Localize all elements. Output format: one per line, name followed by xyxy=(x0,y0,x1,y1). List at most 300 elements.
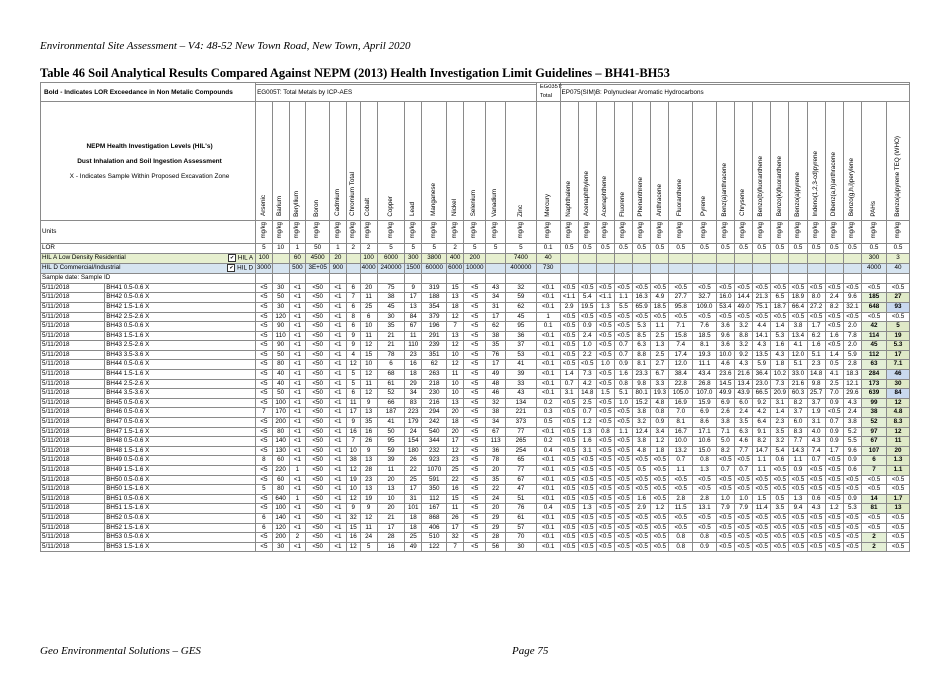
result-value: 0.9 xyxy=(825,427,843,437)
result-value: <0.5 xyxy=(614,437,632,447)
result-value: 1.1 xyxy=(614,293,632,303)
result-value: 12 xyxy=(447,341,464,351)
result-value: 0.4 xyxy=(536,446,560,456)
document-header: Environmental Site Assessment – V4: 48-52 New Town Road, New Town, April 2020 xyxy=(40,40,411,52)
result-value: 8 xyxy=(256,456,273,466)
result-value: 12.1 xyxy=(843,379,861,389)
table-row xyxy=(41,494,910,504)
result-value: <0.5 xyxy=(560,494,578,504)
result-value: 35 xyxy=(377,322,405,332)
result-value: <0.5 xyxy=(789,485,807,495)
hil-value xyxy=(693,253,717,263)
hil-value xyxy=(560,263,578,273)
result-value: <0.5 xyxy=(596,331,614,341)
result-value: 60 xyxy=(272,475,289,485)
result-value: 10 xyxy=(447,389,464,399)
hil-value xyxy=(486,263,506,273)
lor-value: 0.5 xyxy=(825,244,843,254)
result-value: 4.3 xyxy=(735,360,753,370)
result-value: 1.2 xyxy=(651,504,669,514)
result-value: <5 xyxy=(256,466,273,476)
result-value: <0.5 xyxy=(693,523,717,533)
result-value: <0.5 xyxy=(807,485,825,495)
result-value: 11 xyxy=(377,466,405,476)
result-value: 9 xyxy=(346,341,360,351)
result-value: <0.5 xyxy=(560,312,578,322)
hil-value xyxy=(651,253,669,263)
result-value: <50 xyxy=(306,446,330,456)
result-value: 1.0 xyxy=(578,341,596,351)
result-value: 35 xyxy=(486,341,506,351)
hil-value: 60000 xyxy=(422,263,447,273)
result-value: 0.6 xyxy=(771,456,789,466)
result-value: <0.5 xyxy=(560,350,578,360)
result-value: 32 xyxy=(486,398,506,408)
lor-value: 5 xyxy=(422,244,447,254)
result-value: 3.1 xyxy=(578,446,596,456)
result-value: <0.5 xyxy=(669,485,693,495)
result-value: 6.7 xyxy=(651,370,669,380)
result-value: 648 xyxy=(861,302,886,312)
checkbox-icon[interactable]: ✔ xyxy=(229,264,234,271)
column-header-pyrene xyxy=(693,102,717,221)
result-value: 22 xyxy=(447,475,464,485)
result-value: 0.7 xyxy=(825,418,843,428)
result-value: 6 xyxy=(346,302,360,312)
result-value: 223 xyxy=(405,408,422,418)
blank-cell xyxy=(486,274,506,284)
result-value: <0.5 xyxy=(596,341,614,351)
sample-id: BH47 1.5-1.6 X xyxy=(105,427,256,437)
result-value: 5.9 xyxy=(843,350,861,360)
result-value: 17 xyxy=(346,408,360,418)
result-value: 6.9 xyxy=(716,398,734,408)
result-value: <0.5 xyxy=(596,283,614,293)
result-value: 32 xyxy=(447,533,464,543)
hil-value xyxy=(807,253,825,263)
result-value: 9 xyxy=(360,446,377,456)
hil-value: 240000 xyxy=(377,263,405,273)
result-value: <0.5 xyxy=(789,533,807,543)
result-value: 3.2 xyxy=(633,418,651,428)
result-value: 23 xyxy=(405,350,422,360)
result-value: 4.6 xyxy=(735,437,753,447)
result-value: <0.5 xyxy=(596,408,614,418)
result-value: 43 xyxy=(486,283,506,293)
result-value: 591 xyxy=(422,475,447,485)
result-value: 1.1 xyxy=(614,427,632,437)
result-value: 8.5 xyxy=(633,331,651,341)
table-row xyxy=(41,466,910,476)
result-value: <50 xyxy=(306,293,330,303)
result-value: <1 xyxy=(289,456,306,466)
hil-label-text: HIL A Low Density Residential xyxy=(42,253,126,261)
lor-value: 5 xyxy=(486,244,506,254)
hil-d-row xyxy=(41,263,910,273)
result-value: 81 xyxy=(861,504,886,514)
result-value: <50 xyxy=(306,456,330,466)
result-value: <5 xyxy=(256,475,273,485)
result-value: <1 xyxy=(289,437,306,447)
table-row xyxy=(41,360,910,370)
column-header-barium xyxy=(272,102,289,221)
hil-value xyxy=(669,263,693,273)
result-value: <0.5 xyxy=(596,446,614,456)
result-value: 25 xyxy=(360,302,377,312)
result-value: 109.0 xyxy=(693,302,717,312)
result-value: 20 xyxy=(486,504,506,514)
result-value: <1 xyxy=(330,504,347,514)
result-value: 2.8 xyxy=(693,494,717,504)
result-value: <0.1 xyxy=(536,523,560,533)
result-value: <0.5 xyxy=(596,418,614,428)
result-value: 17.1 xyxy=(693,427,717,437)
result-value: 170 xyxy=(272,408,289,418)
hil-value xyxy=(633,263,651,273)
sample-id: BH52 0.5-0.6 X xyxy=(105,513,256,523)
result-value: 406 xyxy=(422,523,447,533)
hil-value: 730 xyxy=(536,263,560,273)
result-value: <1 xyxy=(330,408,347,418)
result-value: 101 xyxy=(405,504,422,514)
result-value: <0.1 xyxy=(536,456,560,466)
blank-cell xyxy=(716,274,734,284)
hil-value: 300 xyxy=(861,253,886,263)
hil-value xyxy=(825,253,843,263)
result-value: <50 xyxy=(306,533,330,543)
result-value: 10.0 xyxy=(716,350,734,360)
result-value: 3.8 xyxy=(633,408,651,418)
result-value: <0.5 xyxy=(614,446,632,456)
blank-cell xyxy=(360,274,377,284)
column-header-label: Acenaphthene xyxy=(601,175,609,217)
result-value: <0.1 xyxy=(536,533,560,543)
hil-value xyxy=(578,263,596,273)
result-value: <0.5 xyxy=(843,475,861,485)
blank-cell xyxy=(272,274,289,284)
column-header-zinc xyxy=(505,102,536,221)
result-value: 5.5 xyxy=(614,302,632,312)
table-row xyxy=(41,513,910,523)
result-value: 18.7 xyxy=(771,302,789,312)
result-value: <0.1 xyxy=(536,360,560,370)
result-value: 80.1 xyxy=(633,389,651,399)
hil-toggle[interactable] xyxy=(228,254,253,263)
result-value: 78 xyxy=(377,350,405,360)
result-value: 0.9 xyxy=(693,542,717,552)
result-value: <0.5 xyxy=(716,542,734,552)
result-value: <0.5 xyxy=(669,283,693,293)
result-value: 8.8 xyxy=(633,350,651,360)
result-value: <1 xyxy=(289,485,306,495)
lor-value: 0.5 xyxy=(771,244,789,254)
result-value: <0.5 xyxy=(578,283,596,293)
result-value: <1 xyxy=(289,341,306,351)
result-value: 3.8 xyxy=(716,418,734,428)
result-value: 8.6 xyxy=(693,418,717,428)
result-value: <0.5 xyxy=(753,523,771,533)
result-value: 36.4 xyxy=(753,370,771,380)
result-value: 6 xyxy=(256,513,273,523)
result-value: 1.3 xyxy=(789,494,807,504)
result-value: <0.5 xyxy=(716,485,734,495)
unit-cell: mg/kg xyxy=(289,221,306,244)
result-value: 1.0 xyxy=(735,494,753,504)
result-value: 1.5 xyxy=(753,494,771,504)
result-value: <0.5 xyxy=(651,513,669,523)
result-value: <5 xyxy=(256,418,273,428)
result-value: 40 xyxy=(272,379,289,389)
column-header-selenium xyxy=(464,102,486,221)
unit-cell: mg/kg xyxy=(256,221,273,244)
result-value: <0.5 xyxy=(560,523,578,533)
result-value: <5 xyxy=(464,513,486,523)
result-value: 16 xyxy=(346,427,360,437)
result-value: 12 xyxy=(346,494,360,504)
result-value: <0.5 xyxy=(825,456,843,466)
result-value: 7.6 xyxy=(693,322,717,332)
result-value: 1.3 xyxy=(693,466,717,476)
units-label: Units xyxy=(41,221,256,244)
lor-value: 2 xyxy=(346,244,360,254)
result-value: <0.5 xyxy=(651,542,669,552)
hil-legend xyxy=(41,102,256,221)
result-value: <0.5 xyxy=(716,312,734,322)
result-value: 7.0 xyxy=(669,408,693,418)
result-value: <1 xyxy=(330,533,347,543)
sample-date: 5/11/2018 xyxy=(41,312,105,322)
result-value: <0.5 xyxy=(861,485,886,495)
result-value: 75.1 xyxy=(753,302,771,312)
result-value: 5.3 xyxy=(843,504,861,514)
result-value: <0.5 xyxy=(825,466,843,476)
checkbox-icon[interactable]: ✔ xyxy=(230,254,235,261)
result-value: <0.1 xyxy=(536,302,560,312)
result-value: 14.1 xyxy=(753,331,771,341)
result-value: 0.6 xyxy=(807,494,825,504)
result-value: 7.9 xyxy=(735,504,753,514)
result-value: 344 xyxy=(422,437,447,447)
result-value: 2.6 xyxy=(716,408,734,418)
result-value: <5 xyxy=(256,283,273,293)
result-value: 12 xyxy=(360,370,377,380)
result-value: 9.4 xyxy=(789,504,807,514)
result-value: 67 xyxy=(505,475,536,485)
result-value: 15 xyxy=(447,494,464,504)
result-value: <0.5 xyxy=(716,283,734,293)
result-value: 45 xyxy=(505,312,536,322)
result-value: <1.1 xyxy=(560,293,578,303)
result-value: 49 xyxy=(405,542,422,552)
hil-toggle[interactable] xyxy=(227,264,253,273)
blank-cell xyxy=(346,274,360,284)
result-value: 3.5 xyxy=(771,504,789,514)
result-value: 12.0 xyxy=(669,360,693,370)
result-value: 7.1 xyxy=(669,322,693,332)
sample-id: BH50 0.5-0.6 X xyxy=(105,475,256,485)
result-value: 263 xyxy=(422,370,447,380)
column-header-fluoranthene xyxy=(669,102,693,221)
result-value: <5 xyxy=(464,418,486,428)
result-value: <0.5 xyxy=(669,513,693,523)
result-value: <5 xyxy=(256,542,273,552)
result-value: <50 xyxy=(306,542,330,552)
column-header-label: Dibenz(a,h)anthracene xyxy=(829,152,837,217)
result-value: 180 xyxy=(405,446,422,456)
result-value: 84 xyxy=(405,312,422,322)
result-value: 2.4 xyxy=(735,408,753,418)
result-value: <0.5 xyxy=(614,542,632,552)
result-value: 11 xyxy=(360,293,377,303)
result-value: <0.1 xyxy=(536,379,560,389)
result-value: 12 xyxy=(360,513,377,523)
result-value: <0.5 xyxy=(560,283,578,293)
result-value: 6 xyxy=(346,322,360,332)
result-value: 5.3 xyxy=(771,331,789,341)
result-value: <0.1 xyxy=(536,283,560,293)
hil-heading: NEPM Health Investigation Levels (HIL's) xyxy=(86,142,213,150)
result-value: 12 xyxy=(360,341,377,351)
result-value: 17 xyxy=(405,293,422,303)
result-value: 5.5 xyxy=(843,437,861,447)
table-row xyxy=(41,341,910,351)
result-value: 31 xyxy=(486,302,506,312)
unit-cell: mg/kg xyxy=(825,221,843,244)
result-value: 49.0 xyxy=(735,302,753,312)
result-value: <0.5 xyxy=(861,523,886,533)
result-value: <0.5 xyxy=(716,533,734,543)
result-value: 9.6 xyxy=(716,331,734,341)
result-value: <0.5 xyxy=(596,494,614,504)
hil-value: 300 xyxy=(405,253,422,263)
result-value: 8.1 xyxy=(633,360,651,370)
result-value: 1.8 xyxy=(651,446,669,456)
result-value: <0.5 xyxy=(560,456,578,466)
result-value: <1 xyxy=(289,322,306,332)
column-header-boron xyxy=(306,102,330,221)
result-value: 59 xyxy=(505,293,536,303)
hil-value xyxy=(753,263,771,273)
result-value: <0.5 xyxy=(716,456,734,466)
result-value: 6 xyxy=(346,283,360,293)
sample-id: BH44 1.5-1.6 X xyxy=(105,370,256,380)
hil-value: 900 xyxy=(330,263,347,273)
result-value: <1 xyxy=(330,293,347,303)
result-value: 12 xyxy=(447,446,464,456)
result-value: 3.8 xyxy=(843,418,861,428)
result-value: <1 xyxy=(330,513,347,523)
column-header-beryllium xyxy=(289,102,306,221)
result-value: 200 xyxy=(272,418,289,428)
result-value: 14.8 xyxy=(807,370,825,380)
result-value: 34 xyxy=(486,418,506,428)
column-header-label: Cobalt xyxy=(364,198,372,217)
result-value: 2.5 xyxy=(651,331,669,341)
result-value: 140 xyxy=(272,513,289,523)
result-value: 7.0 xyxy=(825,389,843,399)
column-header-label: Vanadium xyxy=(491,188,499,217)
hil-value xyxy=(789,263,807,273)
soil-results-table xyxy=(40,82,910,552)
result-value: 47 xyxy=(505,485,536,495)
result-value: 0.9 xyxy=(651,418,669,428)
result-value: 17.4 xyxy=(669,350,693,360)
column-header-acenaphthylene xyxy=(578,102,596,221)
result-value: 130 xyxy=(272,446,289,456)
column-header-nickel xyxy=(447,102,464,221)
sample-id: BH48 0.5-0.6 X xyxy=(105,437,256,447)
result-value: 15 xyxy=(360,350,377,360)
result-value: 41 xyxy=(377,418,405,428)
result-value: 4.8 xyxy=(887,408,910,418)
hil-value: 40 xyxy=(536,253,560,263)
result-value: <0.5 xyxy=(560,418,578,428)
result-value: 134 xyxy=(505,398,536,408)
hil-value xyxy=(807,263,825,273)
result-value: 34 xyxy=(405,389,422,399)
result-value: 107 xyxy=(861,446,886,456)
lor-value: 5 xyxy=(377,244,405,254)
result-value: 7 xyxy=(346,293,360,303)
hil-label-text: HIL D Commercial/Industrial xyxy=(42,263,121,271)
unit-cell: mg/kg xyxy=(861,221,886,244)
result-value: 20 xyxy=(377,475,405,485)
result-value: 21 xyxy=(377,341,405,351)
result-value: <0.5 xyxy=(716,523,734,533)
result-value: 14 xyxy=(861,494,886,504)
lor-value: 5 xyxy=(464,244,486,254)
result-value: 8.2 xyxy=(753,437,771,447)
result-value: <0.5 xyxy=(825,533,843,543)
result-value: <1 xyxy=(330,360,347,370)
result-value: 4.9 xyxy=(651,293,669,303)
result-value: 6 xyxy=(256,523,273,533)
unit-cell: mg/kg xyxy=(753,221,771,244)
column-header-lead xyxy=(405,102,422,221)
result-value: 1.6 xyxy=(633,494,651,504)
result-value: <1 xyxy=(289,302,306,312)
result-value: 0.5 xyxy=(633,466,651,476)
result-value: 639 xyxy=(861,389,886,399)
result-value: 19.5 xyxy=(578,302,596,312)
result-value: 32 xyxy=(346,513,360,523)
result-value: <0.5 xyxy=(825,341,843,351)
column-header-label: Chrysene xyxy=(739,189,747,217)
result-value: 11 xyxy=(447,370,464,380)
result-value: 18 xyxy=(405,370,422,380)
result-value: 68 xyxy=(377,370,405,380)
result-value: 0.6 xyxy=(843,466,861,476)
result-value: <0.5 xyxy=(596,466,614,476)
result-value: <0.5 xyxy=(735,485,753,495)
column-header-label: PAHs xyxy=(869,200,877,217)
sample-date: 5/11/2018 xyxy=(41,523,105,533)
result-value: 27 xyxy=(887,293,910,303)
result-value: 61 xyxy=(505,513,536,523)
table-row xyxy=(41,456,910,466)
excavation-note: X - Indicates Sample Within Proposed Excavation Zone xyxy=(69,172,230,180)
result-value: 12 xyxy=(346,466,360,476)
result-value: <1 xyxy=(289,408,306,418)
sample-header-row xyxy=(41,274,910,284)
result-value: 80 xyxy=(272,427,289,437)
result-value: 56 xyxy=(486,542,506,552)
result-value: <0.5 xyxy=(596,370,614,380)
column-header-label: Benzo(a)pyrene xyxy=(793,171,801,217)
result-value: <0.5 xyxy=(771,312,789,322)
result-value: 0.7 xyxy=(614,341,632,351)
result-value: <0.5 xyxy=(771,466,789,476)
